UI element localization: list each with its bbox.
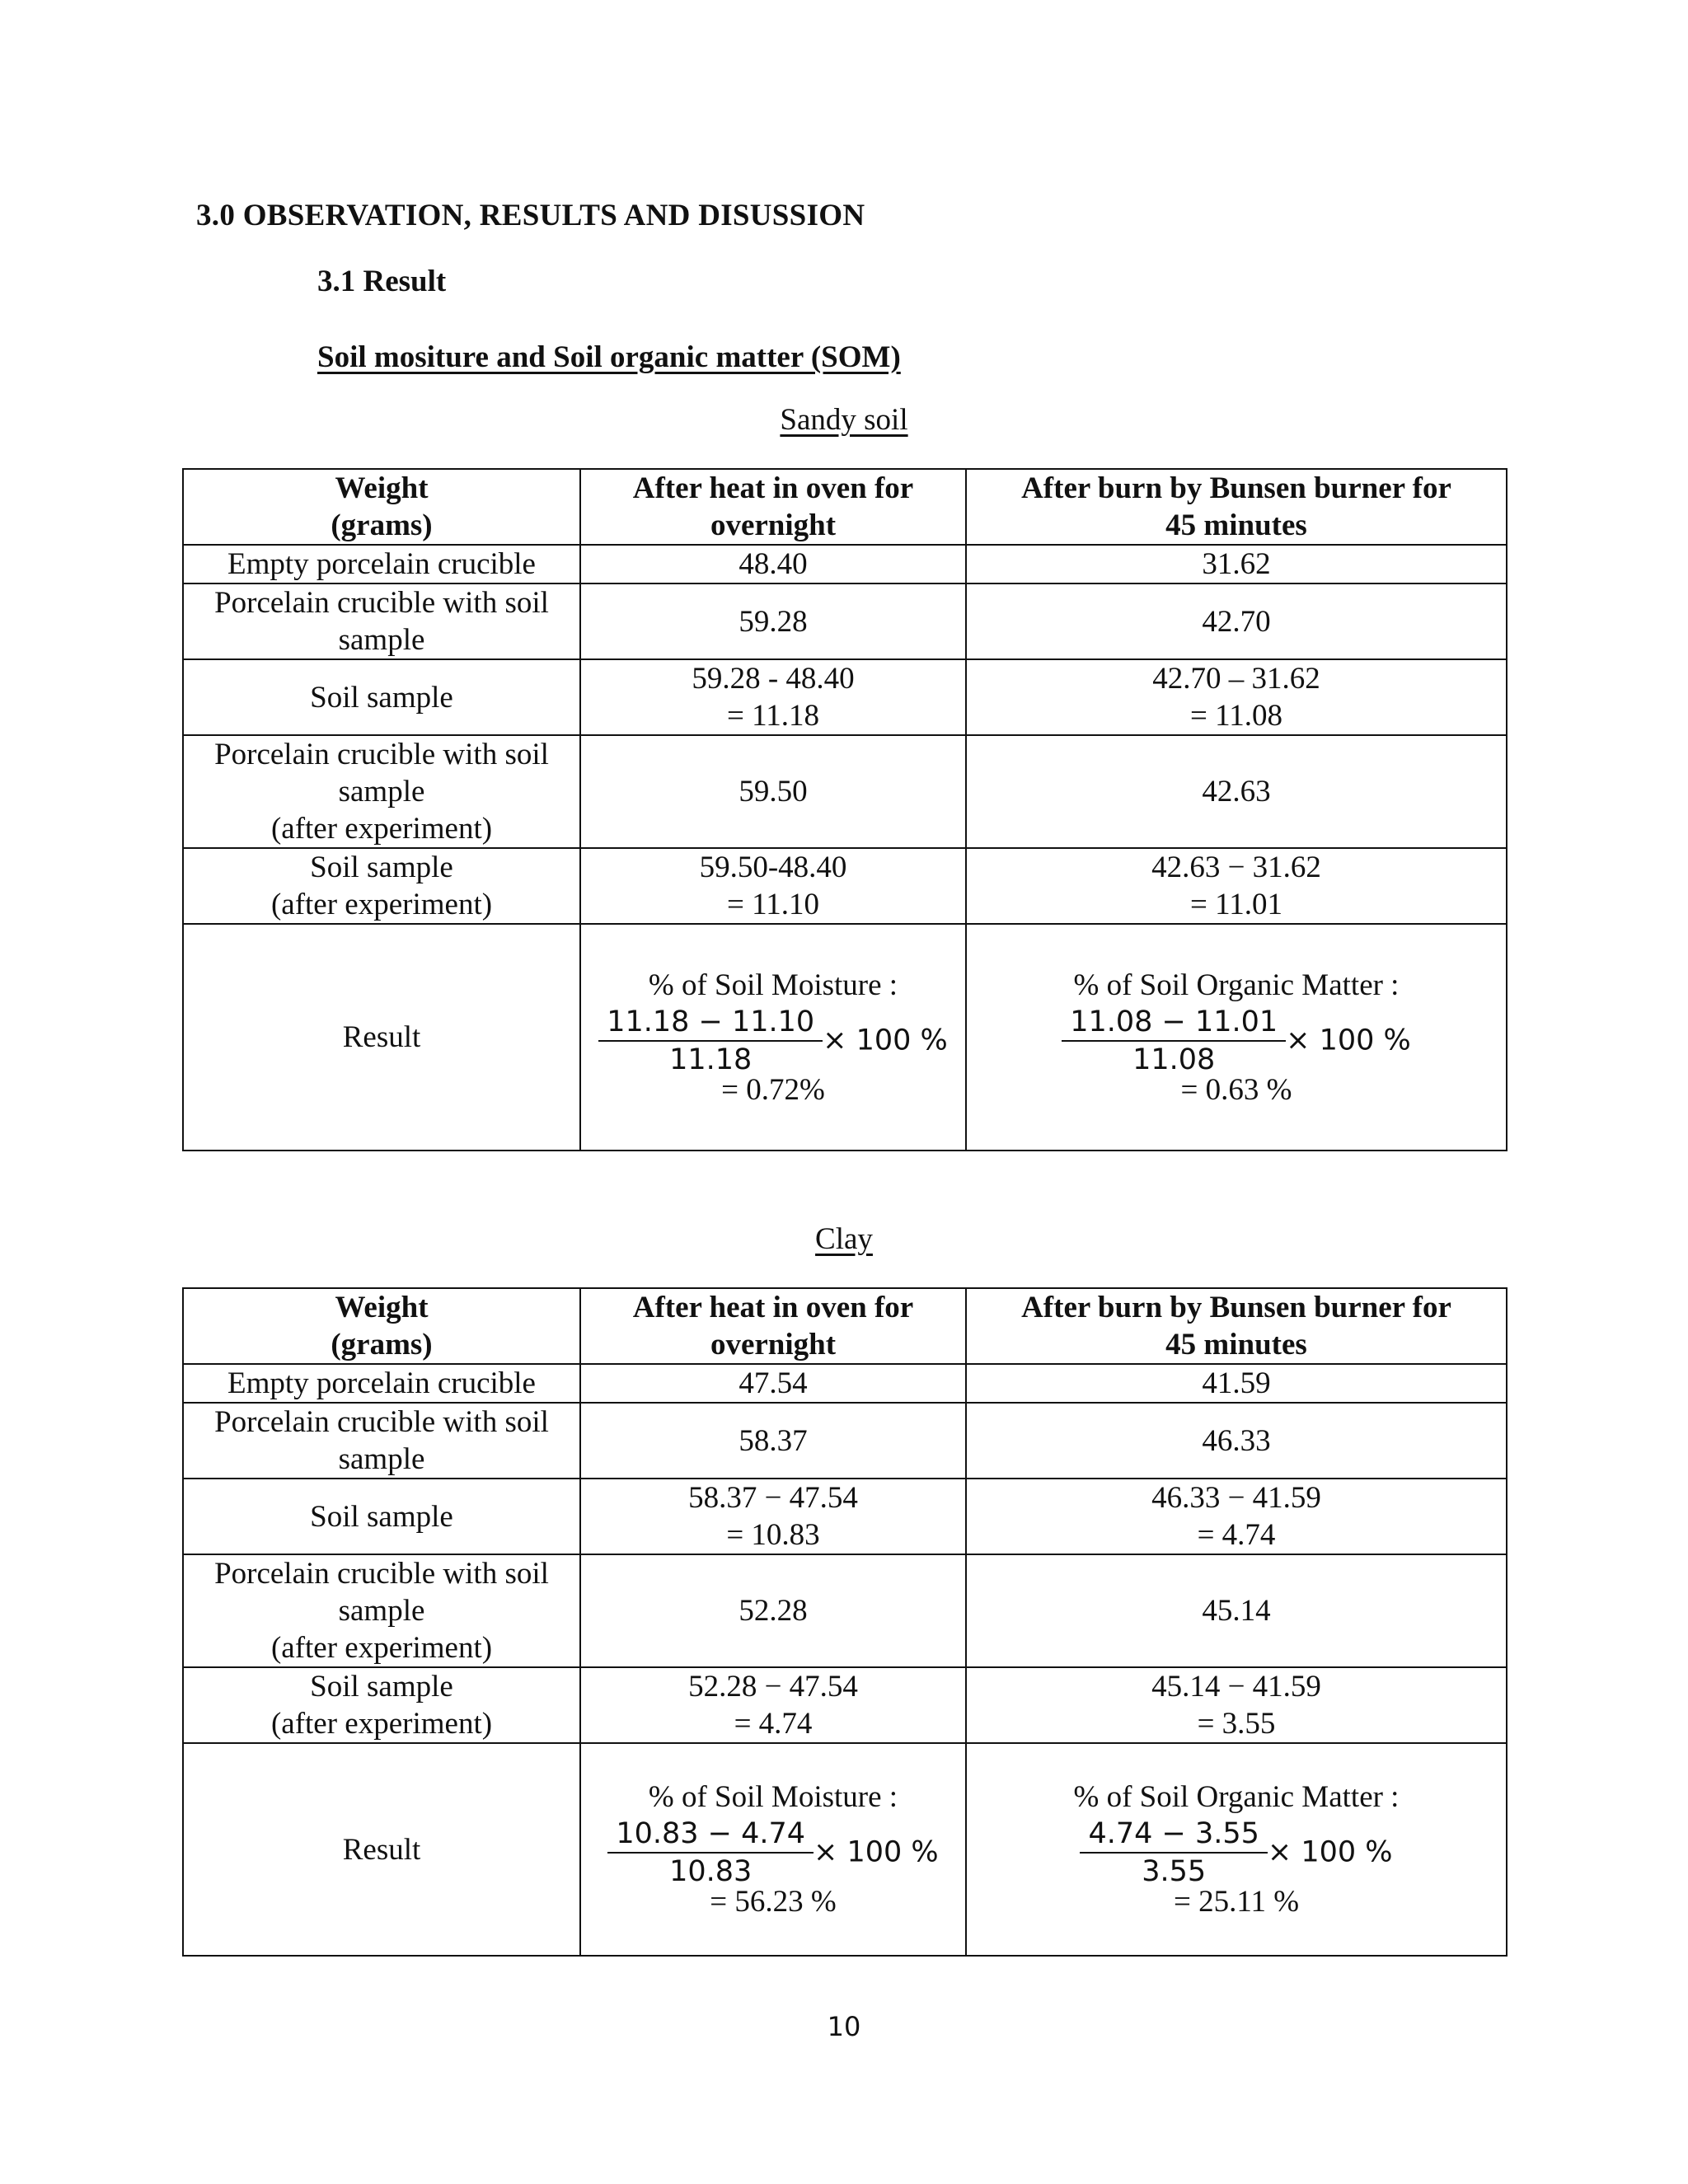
result-title: % of Soil Organic Matter : [1073,1780,1400,1814]
formula [973,1004,1499,1078]
denominator: 11.18 [669,1043,753,1076]
cell-line: Porcelain crucible with soil [214,586,549,620]
cell-line: 59.50-48.40 [699,851,847,884]
subsection-heading: 3.1 Result [317,265,447,298]
row-label [183,1479,580,1554]
row-label [183,1403,580,1479]
fraction [1062,1004,1286,1078]
cell-line: (after experiment) [270,1707,493,1741]
oven-value [580,1479,966,1554]
multiplier: × 100 % [1286,1024,1411,1057]
page-number: 10 [827,2011,861,2042]
oven-value [580,659,966,735]
cell-line: 42.70 – 31.62 [1152,662,1320,696]
cell-line: sample [338,623,425,657]
cell-line: = 11.10 [727,888,819,921]
cell-line: = 4.74 [1197,1518,1276,1552]
denominator: 11.08 [1132,1043,1216,1076]
cell-line: 58.37 − 47.54 [688,1481,858,1515]
table-caption-clay: Clay [815,1222,873,1256]
cell-line: = 4.74 [734,1707,813,1741]
result-value: = 25.11 % [1173,1885,1300,1919]
formula [588,1816,959,1890]
cell-line: Soil sample [310,851,453,884]
result-row [183,924,1507,1151]
numerator: 11.18 − 11.10 [598,1004,823,1042]
cell-line: = 10.83 [726,1518,820,1552]
result-label: Result [183,924,580,1151]
cell-line: Porcelain crucible with soil [214,1405,549,1439]
fraction [598,1004,823,1078]
cell-line: Soil sample [310,680,453,715]
cell-line: 41.59 [1202,1366,1271,1400]
row-label [183,1554,580,1667]
cell-line: 42.63 − 31.62 [1151,851,1321,884]
cell-line: 52.28 [738,1594,808,1628]
bunsen-value [966,1667,1507,1743]
formula [973,1816,1499,1890]
table-row [183,1667,1507,1743]
cell-line: 45.14 [1202,1594,1271,1628]
fraction [1080,1816,1267,1890]
oven-value [580,735,966,848]
fraction [607,1816,814,1890]
section-title: Soil mositure and Soil organic matter (SOM) [317,340,901,374]
result-value: = 0.72% [721,1072,825,1107]
cell-line: 45.14 − 41.59 [1151,1670,1321,1704]
header-row [183,1288,1507,1364]
cell-line: 59.28 - 48.40 [692,662,855,696]
header-line: After burn by Bunsen burner for [1021,1291,1451,1324]
multiplier: × 100 % [814,1835,939,1869]
header-line: (grams) [331,509,433,542]
cell-line: Empty porcelain crucible [227,1366,536,1400]
row-label [183,1364,580,1403]
header-bunsen [966,469,1507,545]
cell-line: Porcelain crucible with soil [214,738,549,771]
table-row [183,1403,1507,1479]
header-line: Weight [335,471,429,505]
row-label [183,1667,580,1743]
bunsen-value [966,583,1507,659]
bunsen-value [966,659,1507,735]
header-weight [183,469,580,545]
cell-line: 46.33 − 41.59 [1151,1481,1321,1515]
header-line: overnight [710,1328,837,1361]
header-weight [183,1288,580,1364]
oven-value [580,583,966,659]
soil-moisture-result [580,1743,966,1956]
header-line: (grams) [331,1328,433,1361]
cell-line: 52.28 − 47.54 [688,1670,858,1704]
result-title: % of Soil Organic Matter : [1073,968,1400,1002]
table-row [183,735,1507,848]
multiplier: × 100 % [823,1024,948,1057]
header-line: overnight [710,509,837,542]
header-oven [580,1288,966,1364]
numerator: 10.83 − 4.74 [607,1816,814,1854]
table-caption-sandy: Sandy soil [780,403,908,437]
cell-line: (after experiment) [270,812,493,846]
header-line: After burn by Bunsen burner for [1021,471,1451,505]
cell-line: 46.33 [1202,1423,1271,1458]
multiplier: × 100 % [1267,1835,1393,1869]
row-label [183,659,580,735]
denominator: 10.83 [669,1855,753,1888]
header-oven [580,469,966,545]
cell-line: 59.50 [738,775,808,808]
header-line: After heat in oven for [632,471,914,505]
table-row [183,583,1507,659]
cell-line: Porcelain crucible with soil [214,1557,549,1591]
row-label [183,545,580,583]
header-line: 45 minutes [1165,509,1307,542]
results-table-clay [182,1287,1507,1957]
cell-line: 47.54 [738,1366,808,1400]
header-bunsen [966,1288,1507,1364]
cell-line: = 11.01 [1190,888,1282,921]
row-label [183,583,580,659]
table-row [183,1554,1507,1667]
bunsen-value [966,1364,1507,1403]
result-value: = 0.63 % [1180,1072,1292,1107]
table-row [183,545,1507,583]
oven-value [580,1403,966,1479]
cell-line: sample [338,1442,425,1476]
oven-value [580,1667,966,1743]
cell-line: 59.28 [738,604,808,639]
cell-line: 42.70 [1202,604,1271,639]
soil-moisture-result [580,924,966,1151]
cell-line: 58.37 [738,1423,808,1458]
cell-line: (after experiment) [270,1631,493,1665]
result-label: Result [183,1743,580,1956]
organic-matter-result [966,924,1507,1151]
result-row [183,1743,1507,1956]
cell-line: Soil sample [310,1499,453,1534]
table-row [183,1479,1507,1554]
cell-line: sample [338,1594,425,1628]
row-label [183,848,580,924]
result-value: = 56.23 % [710,1885,837,1919]
cell-line: 31.62 [1202,547,1271,581]
cell-line: Empty porcelain crucible [227,547,536,581]
result-title: % of Soil Moisture : [648,968,898,1002]
cell-line: 48.40 [738,547,808,581]
cell-line: Soil sample [310,1670,453,1704]
cell-line: = 3.55 [1197,1707,1276,1741]
oven-value [580,545,966,583]
numerator: 11.08 − 11.01 [1062,1004,1286,1042]
bunsen-value [966,545,1507,583]
oven-value [580,848,966,924]
cell-line: = 11.08 [1190,699,1282,733]
header-line: 45 minutes [1165,1328,1307,1361]
cell-line: (after experiment) [270,888,493,921]
cell-line: = 11.18 [727,699,819,733]
oven-value [580,1554,966,1667]
bunsen-value [966,735,1507,848]
cell-line: sample [338,775,425,808]
bunsen-value [966,848,1507,924]
results-table-sandy [182,468,1507,1151]
oven-value [580,1364,966,1403]
header-line: After heat in oven for [632,1291,914,1324]
header-row [183,469,1507,545]
cell-line: 42.63 [1202,775,1271,808]
bunsen-value [966,1554,1507,1667]
header-line: Weight [335,1291,429,1324]
bunsen-value [966,1479,1507,1554]
organic-matter-result [966,1743,1507,1956]
result-title: % of Soil Moisture : [648,1780,898,1814]
section-heading: 3.0 OBSERVATION, RESULTS AND DISUSSION [196,199,865,232]
table-row [183,659,1507,735]
numerator: 4.74 − 3.55 [1080,1816,1267,1854]
table-row [183,1364,1507,1403]
bunsen-value [966,1403,1507,1479]
formula [588,1004,959,1078]
row-label [183,735,580,848]
table-row [183,848,1507,924]
denominator: 3.55 [1142,1855,1207,1888]
